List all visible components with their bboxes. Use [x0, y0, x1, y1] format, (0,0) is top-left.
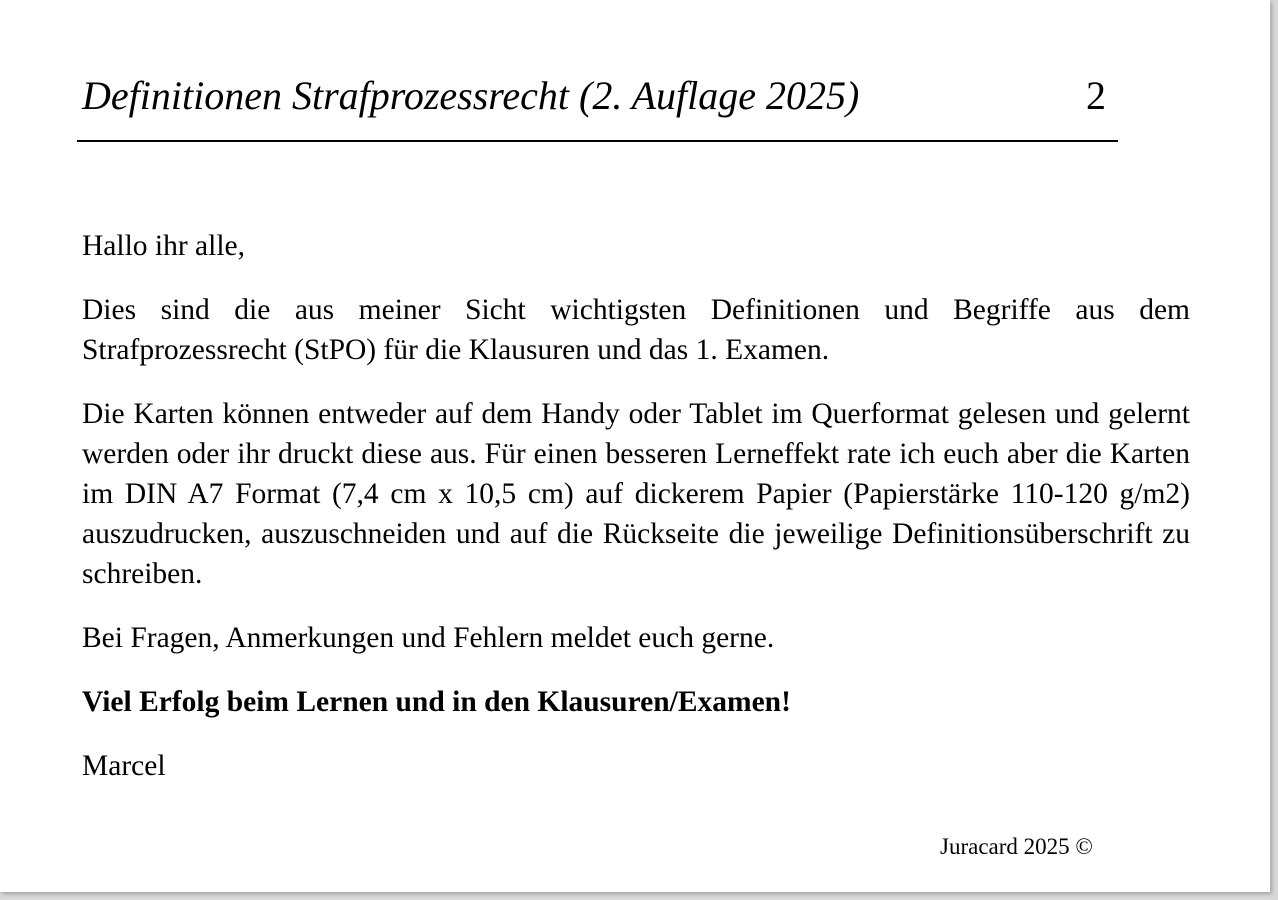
page-number: 2 [1086, 73, 1106, 118]
closing-line: Viel Erfolg beim Lernen und in den Klausuren/Examen! [82, 686, 791, 718]
greeting: Hallo ihr alle, [82, 230, 246, 262]
intro-paragraph: Dies sind die aus meiner Sicht wichtigsten Definitionen und Begriffe aus dem Strafprozessrecht (StPO) für die Klausuren und das 1. Examen. [82, 294, 1190, 366]
page-title: Definitionen Strafprozessrecht (2. Auflage 2025) [82, 73, 860, 118]
feedback-paragraph: Bei Fragen, Anmerkungen und Fehlern meldet euch gerne. [82, 622, 775, 654]
copyright-footer: Juracard 2025 © [940, 834, 1093, 859]
body-text [82, 226, 1190, 810]
signature: Marcel [82, 750, 166, 782]
header-divider [77, 140, 1118, 142]
usage-paragraph: Die Karten können entweder auf dem Handy oder Tablet im Querformat gelesen und gelernt werden oder ihr druckt diese aus. Für einen besseren Lerneffekt rate ich euch aber die Karten im DIN A7 Format (7,4 cm x 10,5 cm) auf dickerem Papier (Papierstärke 110-120 g/m2) auszudrucken, auszuschneiden und auf die Rückseite die jeweilige Definitionsüberschrift zu schreiben. [82, 398, 1190, 590]
